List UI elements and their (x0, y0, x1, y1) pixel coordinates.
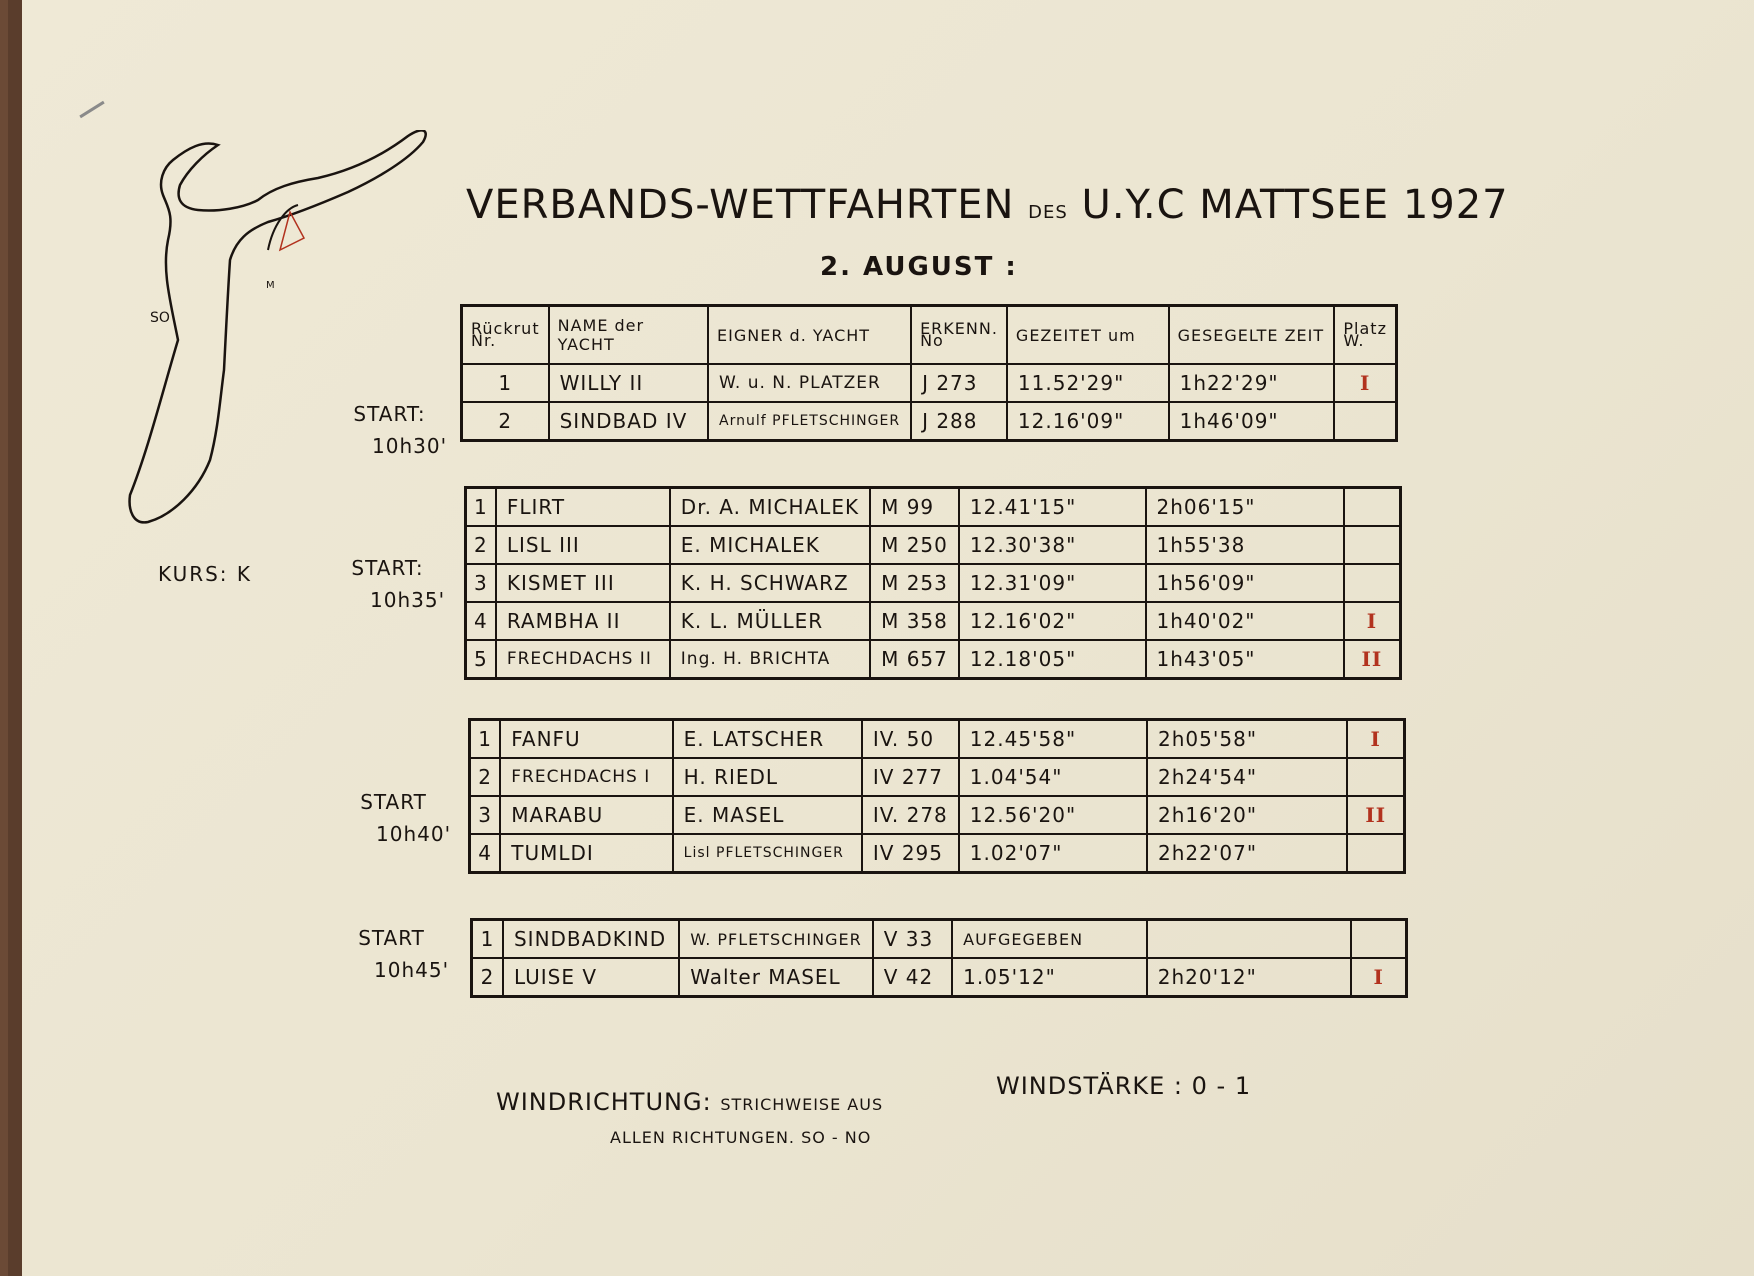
sailed-time: 2h20'12" (1147, 958, 1352, 997)
table-row (462, 364, 1397, 402)
results-table-3 (468, 718, 1406, 874)
yacht-owner: W. u. N. PLATZER (708, 364, 911, 402)
wind-strength-value: 0 - 1 (1191, 1072, 1252, 1100)
table-row (472, 958, 1407, 997)
row-num: 3 (470, 796, 501, 834)
place (1347, 758, 1404, 796)
yacht-owner: W. PFLETSCHINGER (679, 920, 872, 959)
binding-edge (8, 0, 22, 1276)
title-part-a: VERBANDS-WETTFAHRTEN (466, 182, 1015, 228)
page-title (466, 182, 1509, 228)
table-row (462, 402, 1397, 441)
place: I (1344, 602, 1401, 640)
results-table-1 (460, 304, 1398, 442)
yacht-name: RAMBHA II (496, 602, 670, 640)
pencil-mark (79, 101, 104, 118)
sailed-time: 1h56'09" (1146, 564, 1344, 602)
sail-number: M 657 (870, 640, 959, 679)
timed: 12.16'09" (1007, 402, 1169, 441)
wind-direction-value-2: ALLEN RICHTUNGEN. SO - NO (610, 1128, 872, 1147)
wind-strength-label: WINDSTÄRKE : (996, 1072, 1183, 1100)
sail-number: M 99 (870, 488, 959, 527)
sail-number: IV 277 (862, 758, 959, 796)
row-num: 2 (470, 758, 501, 796)
sailed-time: 1h43'05" (1146, 640, 1344, 679)
row-num: 5 (466, 640, 496, 679)
yacht-name: FRECHDACHS I (500, 758, 672, 796)
timed: 12.16'02" (959, 602, 1146, 640)
course-label: KURS: K (158, 562, 253, 586)
table-row (466, 526, 1401, 564)
yacht-owner: K. H. SCHWARZ (670, 564, 870, 602)
start-time: 10h40' (376, 822, 452, 846)
place: I (1347, 720, 1404, 759)
row-num: 2 (462, 402, 549, 441)
start-label-3 (336, 786, 451, 850)
timed: AUFGEGEBEN (952, 920, 1147, 959)
page-subtitle: 2. AUGUST : (820, 252, 1018, 282)
yacht-name: SINDBAD IV (549, 402, 708, 441)
start-word: START: (351, 556, 424, 580)
yacht-owner: H. RIEDL (673, 758, 862, 796)
timed: 12.45'58" (959, 720, 1147, 759)
col-name-header: NAME der YACHT (549, 306, 708, 365)
yacht-owner: Lisl PFLETSCHINGER (673, 834, 862, 873)
sail-number: J 273 (911, 364, 1007, 402)
sail-number: M 358 (870, 602, 959, 640)
row-num: 4 (466, 602, 496, 640)
yacht-owner: K. L. MÜLLER (670, 602, 870, 640)
table-row (472, 920, 1407, 959)
lake-map-sketch (118, 130, 498, 530)
yacht-name: WILLY II (549, 364, 708, 402)
yacht-name: FANFU (500, 720, 672, 759)
timed: 12.41'15" (959, 488, 1146, 527)
col-num-header: Rückrut Nr. (462, 306, 549, 365)
yacht-name: SINDBADKIND (503, 920, 679, 959)
place (1347, 834, 1404, 873)
place: II (1347, 796, 1404, 834)
results-table-2 (464, 486, 1402, 680)
sail-number: IV 295 (862, 834, 959, 873)
start-label-1 (332, 398, 447, 462)
row-num: 1 (466, 488, 496, 527)
yacht-name: LUISE V (503, 958, 679, 997)
start-label-2 (330, 552, 445, 616)
row-num: 2 (466, 526, 496, 564)
table-row (470, 758, 1405, 796)
row-num: 1 (462, 364, 549, 402)
sailed-time: 2h24'54" (1147, 758, 1347, 796)
yacht-owner: E. LATSCHER (673, 720, 862, 759)
yacht-name: MARABU (500, 796, 672, 834)
start-word: START (358, 926, 425, 950)
table-row (466, 640, 1401, 679)
timed: 12.30'38" (959, 526, 1146, 564)
wind-direction-value: STRICHWEISE AUS (720, 1095, 884, 1114)
place: II (1344, 640, 1401, 679)
yacht-owner: Walter MASEL (679, 958, 872, 997)
yacht-name: FLIRT (496, 488, 670, 527)
sail-number: IV. 278 (862, 796, 959, 834)
timed: 1.05'12" (952, 958, 1147, 997)
sailed-time: 2h16'20" (1147, 796, 1347, 834)
timed: 12.31'09" (959, 564, 1146, 602)
sailed-time: 1h46'09" (1169, 402, 1335, 441)
timed: 11.52'29" (1007, 364, 1169, 402)
sail-number: V 42 (873, 958, 952, 997)
wind-direction (496, 1088, 883, 1116)
col-sail-header: ERKENN. No (911, 306, 1007, 365)
start-word: START: (353, 402, 426, 426)
wind-strength (996, 1072, 1251, 1100)
yacht-owner: Dr. A. MICHALEK (670, 488, 870, 527)
col-place-header: Platz W. (1334, 306, 1396, 365)
row-num: 3 (466, 564, 496, 602)
col-sailed-header: GESEGELTE ZEIT (1169, 306, 1335, 365)
map-label-m: M (266, 280, 275, 291)
timed: 1.02'07" (959, 834, 1147, 873)
start-time: 10h35' (370, 588, 446, 612)
place (1344, 488, 1401, 527)
sail-number: M 253 (870, 564, 959, 602)
map-label-so: SO (150, 310, 170, 326)
place (1344, 526, 1401, 564)
sailed-time (1147, 920, 1352, 959)
start-word: START (360, 790, 427, 814)
sailed-time: 2h05'58" (1147, 720, 1347, 759)
title-des: DES (1028, 202, 1068, 223)
yacht-name: KISMET III (496, 564, 670, 602)
results-table-4 (470, 918, 1408, 998)
row-num: 1 (470, 720, 501, 759)
yacht-name: LISL III (496, 526, 670, 564)
sailed-time: 1h40'02" (1146, 602, 1344, 640)
sailed-time: 2h22'07" (1147, 834, 1347, 873)
table-row (466, 488, 1401, 527)
sail-number: IV. 50 (862, 720, 959, 759)
place (1344, 564, 1401, 602)
yacht-name: FRECHDACHS II (496, 640, 670, 679)
row-num: 2 (472, 958, 503, 997)
col-timed-header: GEZEITET um (1007, 306, 1169, 365)
table-row (470, 834, 1405, 873)
row-num: 4 (470, 834, 501, 873)
table-row (470, 720, 1405, 759)
wind-direction-label: WINDRICHTUNG: (496, 1088, 712, 1116)
title-part-b: U.Y.C MATTSEE 1927 (1081, 182, 1509, 228)
place: I (1351, 958, 1406, 997)
timed: 1.04'54" (959, 758, 1147, 796)
start-time: 10h45' (374, 958, 450, 982)
document-page (8, 0, 1754, 1276)
yacht-owner: E. MASEL (673, 796, 862, 834)
place (1334, 402, 1396, 441)
yacht-name: TUMLDI (500, 834, 672, 873)
table-row (466, 602, 1401, 640)
place (1351, 920, 1406, 959)
timed: 12.18'05" (959, 640, 1146, 679)
yacht-owner: Arnulf PFLETSCHINGER (708, 402, 911, 441)
table-row (470, 796, 1405, 834)
table-row (466, 564, 1401, 602)
timed: 12.56'20" (959, 796, 1147, 834)
sailed-time: 1h55'38 (1146, 526, 1344, 564)
header-row (462, 306, 1397, 365)
yacht-owner: E. MICHALEK (670, 526, 870, 564)
yacht-owner: Ing. H. BRICHTA (670, 640, 870, 679)
col-owner-header: EIGNER d. YACHT (708, 306, 911, 365)
sail-number: J 288 (911, 402, 1007, 441)
sailed-time: 2h06'15" (1146, 488, 1344, 527)
start-time: 10h30' (372, 434, 448, 458)
sailed-time: 1h22'29" (1169, 364, 1335, 402)
sail-number: M 250 (870, 526, 959, 564)
start-label-4 (334, 922, 449, 986)
row-num: 1 (472, 920, 503, 959)
sail-number: V 33 (873, 920, 952, 959)
place: I (1334, 364, 1396, 402)
